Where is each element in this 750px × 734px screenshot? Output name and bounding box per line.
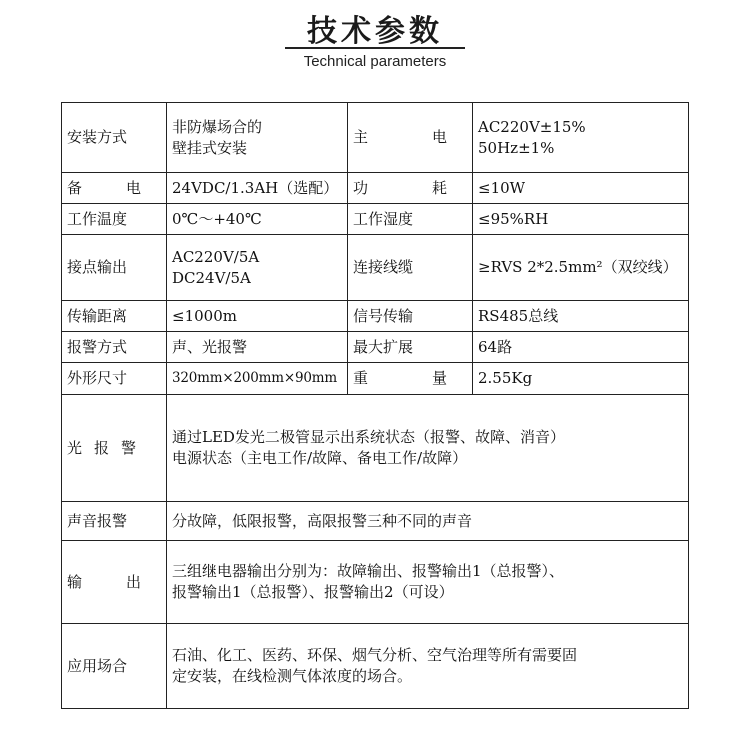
signal-label: 信号传输	[348, 301, 473, 332]
light-alarm-value: 通过LED发光二极管显示出系统状态（报警、故障、消音） 电源状态（主电工作/故障、备电工作/故障）	[167, 395, 689, 502]
temperature-value: 0℃～+40℃	[167, 204, 348, 235]
main-power-value: AC220V±15% 50Hz±1%	[473, 103, 689, 173]
backup-power-value: 24VDC/1.3AH（选配）	[167, 173, 348, 204]
dimensions-label: 外形尺寸	[62, 363, 167, 395]
table-row-install	[62, 103, 689, 173]
table-row-temp	[62, 204, 689, 235]
contact-output-label: 接点输出	[62, 235, 167, 301]
cable-value: ≥RVS 2*2.5mm²（双绞线）	[473, 235, 689, 301]
dimensions-value: 320mm×200mm×90mm	[167, 363, 348, 395]
install-value: 非防爆场合的 壁挂式安装	[167, 103, 348, 173]
alarm-mode-label: 报警方式	[62, 332, 167, 363]
signal-value: RS485总线	[473, 301, 689, 332]
main-power-label: 主 电	[348, 103, 473, 173]
backup-power-label: 备 电	[62, 173, 167, 204]
cable-label: 连接线缆	[348, 235, 473, 301]
table-row-light-alarm	[62, 395, 689, 502]
humidity-value: ≤95%RH	[473, 204, 689, 235]
max-expansion-label: 最大扩展	[348, 332, 473, 363]
table-row-output	[62, 541, 689, 624]
page-title: 技术参数	[307, 14, 443, 49]
table-row-size	[62, 363, 689, 395]
distance-label: 传输距离	[62, 301, 167, 332]
power-consumption-label: 功 耗	[348, 173, 473, 204]
sound-alarm-label: 声音报警	[62, 502, 167, 541]
contact-output-value: AC220V/5A DC24V/5A	[167, 235, 348, 301]
output-label: 输 出	[62, 541, 167, 624]
table-row-backup	[62, 173, 689, 204]
max-expansion-value: 64路	[473, 332, 689, 363]
temperature-label: 工作温度	[62, 204, 167, 235]
install-label: 安装方式	[62, 103, 167, 173]
spec-table	[61, 102, 689, 709]
output-value: 三组继电器输出分别为：故障输出、报警输出1（总报警）、 报警输出1（总报警）、报警输出2（可设）	[167, 541, 689, 624]
sound-alarm-value: 分故障，低限报警，高限报警三种不同的声音	[167, 502, 689, 541]
table-row-sound-alarm	[62, 502, 689, 541]
light-alarm-label: 光 报 警	[62, 395, 167, 502]
title-underline	[285, 47, 465, 49]
table-row-distance	[62, 301, 689, 332]
humidity-label: 工作湿度	[348, 204, 473, 235]
table-row-alarm	[62, 332, 689, 363]
table-row-usage	[62, 624, 689, 709]
alarm-mode-value: 声、光报警	[167, 332, 348, 363]
page-subtitle: Technical parameters	[303, 53, 447, 70]
usage-value: 石油、化工、医药、环保、烟气分析、空气治理等所有需要固 定安装，在线检测气体浓度的场合。	[167, 624, 689, 709]
weight-value: 2.55Kg	[473, 363, 689, 395]
distance-value: ≤1000m	[167, 301, 348, 332]
weight-label: 重 量	[348, 363, 473, 395]
table-row-contact	[62, 235, 689, 301]
power-consumption-value: ≤10W	[473, 173, 689, 204]
usage-label: 应用场合	[62, 624, 167, 709]
